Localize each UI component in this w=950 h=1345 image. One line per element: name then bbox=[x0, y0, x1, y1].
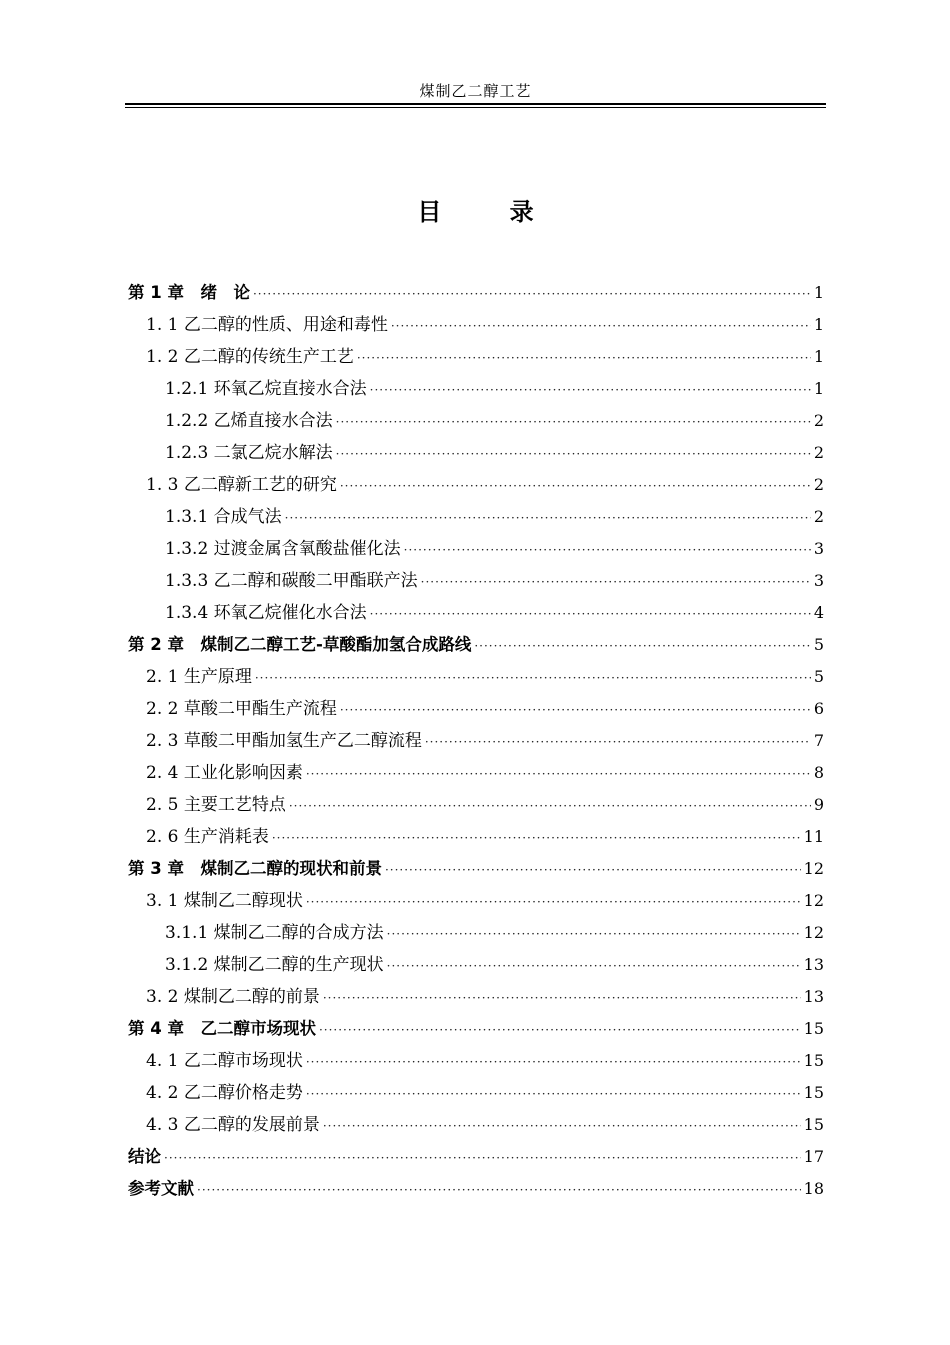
dot-leader bbox=[289, 790, 811, 822]
toc-entry[interactable] bbox=[128, 1141, 824, 1173]
toc-page-number: 18 bbox=[803, 1179, 824, 1198]
dot-leader bbox=[385, 854, 801, 886]
dot-leader bbox=[306, 1078, 801, 1110]
dot-leader bbox=[306, 758, 811, 790]
toc-page-number: 1 bbox=[813, 315, 824, 334]
toc-entry[interactable] bbox=[128, 757, 824, 789]
toc-page-number: 15 bbox=[803, 1019, 824, 1038]
toc-entry-title: 1.3.2 过渡金属含氧酸盐催化法 bbox=[165, 539, 401, 559]
toc-page-number: 15 bbox=[803, 1115, 824, 1134]
toc-page-number: 1 bbox=[813, 283, 824, 302]
dot-leader bbox=[425, 726, 811, 758]
toc-entry[interactable] bbox=[128, 309, 824, 341]
dot-leader bbox=[197, 1174, 801, 1206]
header-rule-thin bbox=[125, 107, 826, 108]
toc-page-number: 1 bbox=[813, 379, 824, 398]
toc-page-number: 17 bbox=[803, 1147, 824, 1166]
toc-entry-title: 1.3.1 合成气法 bbox=[165, 507, 282, 527]
toc-entry[interactable] bbox=[128, 341, 824, 373]
toc-page-number: 3 bbox=[813, 539, 824, 558]
toc-entry-title: 1.2.3 二氯乙烷水解法 bbox=[165, 443, 333, 463]
toc-entry[interactable] bbox=[128, 405, 824, 437]
dot-leader bbox=[474, 630, 810, 662]
dot-leader bbox=[306, 1046, 801, 1078]
toc-page-number: 2 bbox=[813, 507, 824, 526]
toc-entry[interactable] bbox=[128, 1173, 824, 1205]
dot-leader bbox=[370, 598, 811, 630]
toc-entry-title: 2. 3 草酸二甲酯加氢生产乙二醇流程 bbox=[146, 731, 422, 751]
dot-leader bbox=[370, 374, 811, 406]
dot-leader bbox=[323, 982, 801, 1014]
header-rule-thick bbox=[125, 103, 826, 105]
toc-title: 目 录 bbox=[417, 198, 564, 226]
toc-page-number: 9 bbox=[813, 795, 824, 814]
toc-entry-title: 第 4 章 乙二醇市场现状 bbox=[128, 1019, 316, 1038]
dot-leader bbox=[391, 310, 811, 342]
toc-entry[interactable] bbox=[128, 725, 824, 757]
toc-entry[interactable] bbox=[128, 821, 824, 853]
toc-entry[interactable] bbox=[128, 277, 824, 309]
dot-leader bbox=[336, 438, 811, 470]
dot-leader bbox=[272, 822, 801, 854]
toc-entry[interactable] bbox=[128, 469, 824, 501]
toc-page-number: 11 bbox=[803, 827, 824, 846]
toc-entry[interactable] bbox=[128, 597, 824, 629]
toc-page-number: 2 bbox=[813, 443, 824, 462]
toc-entry-title: 1. 1 乙二醇的性质、用途和毒性 bbox=[146, 315, 388, 335]
toc-entry-title: 1. 3 乙二醇新工艺的研究 bbox=[146, 475, 337, 495]
toc-entry[interactable] bbox=[128, 661, 824, 693]
toc-entry[interactable] bbox=[128, 437, 824, 469]
toc-page-number: 15 bbox=[803, 1083, 824, 1102]
toc-entry[interactable] bbox=[128, 533, 824, 565]
toc-entry-title: 4. 1 乙二醇市场现状 bbox=[146, 1051, 303, 1071]
toc-entry[interactable] bbox=[128, 565, 824, 597]
toc-entry[interactable] bbox=[128, 981, 824, 1013]
toc-entry[interactable] bbox=[128, 693, 824, 725]
toc-page-number: 2 bbox=[813, 475, 824, 494]
dot-leader bbox=[404, 534, 811, 566]
toc-entry[interactable] bbox=[128, 1109, 824, 1141]
toc-page-number: 13 bbox=[803, 987, 824, 1006]
toc-page-number: 2 bbox=[813, 411, 824, 430]
toc-entry[interactable] bbox=[128, 1077, 824, 1109]
toc-entry-title: 1.3.3 乙二醇和碳酸二甲酯联产法 bbox=[165, 571, 418, 591]
toc-entry[interactable] bbox=[128, 629, 824, 661]
toc-entry-title: 2. 5 主要工艺特点 bbox=[146, 795, 286, 815]
dot-leader bbox=[306, 886, 801, 918]
toc-page-number: 15 bbox=[803, 1051, 824, 1070]
toc-entry-title: 3.1.1 煤制乙二醇的合成方法 bbox=[165, 923, 384, 943]
toc-entry-title: 1.2.2 乙烯直接水合法 bbox=[165, 411, 333, 431]
toc-entry[interactable] bbox=[128, 853, 824, 885]
dot-leader bbox=[319, 1014, 801, 1046]
toc-entry[interactable] bbox=[128, 373, 824, 405]
dot-leader bbox=[285, 502, 811, 534]
toc-entry-title: 2. 2 草酸二甲酯生产流程 bbox=[146, 699, 337, 719]
toc-page-number: 13 bbox=[803, 955, 824, 974]
toc-entry[interactable] bbox=[128, 789, 824, 821]
toc-entry-title: 第 1 章 绪 论 bbox=[128, 283, 250, 302]
toc-entry[interactable] bbox=[128, 885, 824, 917]
dot-leader bbox=[387, 950, 801, 982]
toc-entry-title: 2. 4 工业化影响因素 bbox=[146, 763, 303, 783]
toc-page-number: 5 bbox=[813, 635, 824, 654]
toc-entry-title: 4. 3 乙二醇的发展前景 bbox=[146, 1115, 320, 1135]
dot-leader bbox=[323, 1110, 801, 1142]
toc-entry-title: 3. 1 煤制乙二醇现状 bbox=[146, 891, 303, 911]
toc-entry[interactable] bbox=[128, 501, 824, 533]
table-of-contents bbox=[128, 277, 824, 1205]
toc-entry-title: 1. 2 乙二醇的传统生产工艺 bbox=[146, 347, 354, 367]
toc-page-number: 4 bbox=[813, 603, 824, 622]
toc-page-number: 12 bbox=[803, 923, 824, 942]
toc-entry[interactable] bbox=[128, 949, 824, 981]
dot-leader bbox=[336, 406, 811, 438]
dot-leader bbox=[421, 566, 811, 598]
toc-entry-title: 3. 2 煤制乙二醇的前景 bbox=[146, 987, 320, 1007]
toc-entry[interactable] bbox=[128, 1045, 824, 1077]
dot-leader bbox=[340, 694, 811, 726]
toc-entry[interactable] bbox=[128, 917, 824, 949]
dot-leader bbox=[387, 918, 801, 950]
toc-entry[interactable] bbox=[128, 1013, 824, 1045]
dot-leader bbox=[340, 470, 811, 502]
dot-leader bbox=[253, 278, 811, 310]
toc-entry-title: 1.2.1 环氧乙烷直接水合法 bbox=[165, 379, 367, 399]
toc-entry-title: 3.1.2 煤制乙二醇的生产现状 bbox=[165, 955, 384, 975]
toc-entry-title: 2. 6 生产消耗表 bbox=[146, 827, 269, 847]
toc-entry-title: 第 2 章 煤制乙二醇工艺-草酸酯加氢合成路线 bbox=[128, 635, 472, 654]
dot-leader bbox=[164, 1142, 801, 1174]
running-header: 煤制乙二醇工艺 bbox=[419, 82, 532, 100]
toc-entry-title: 第 3 章 煤制乙二醇的现状和前景 bbox=[128, 859, 382, 878]
toc-entry-title: 4. 2 乙二醇价格走势 bbox=[146, 1083, 303, 1103]
toc-page-number: 6 bbox=[813, 699, 824, 718]
toc-entry-title: 1.3.4 环氧乙烷催化水合法 bbox=[165, 603, 367, 623]
toc-entry-title: 2. 1 生产原理 bbox=[146, 667, 252, 687]
toc-page-number: 7 bbox=[813, 731, 824, 750]
toc-entry-title: 结论 bbox=[128, 1147, 161, 1166]
dot-leader bbox=[255, 662, 811, 694]
toc-entry-title: 参考文献 bbox=[128, 1179, 194, 1198]
dot-leader bbox=[357, 342, 811, 374]
toc-page-number: 1 bbox=[813, 347, 824, 366]
toc-page-number: 12 bbox=[803, 891, 824, 910]
toc-page-number: 5 bbox=[813, 667, 824, 686]
toc-page-number: 3 bbox=[813, 571, 824, 590]
toc-page-number: 8 bbox=[813, 763, 824, 782]
toc-page-number: 12 bbox=[803, 859, 824, 878]
